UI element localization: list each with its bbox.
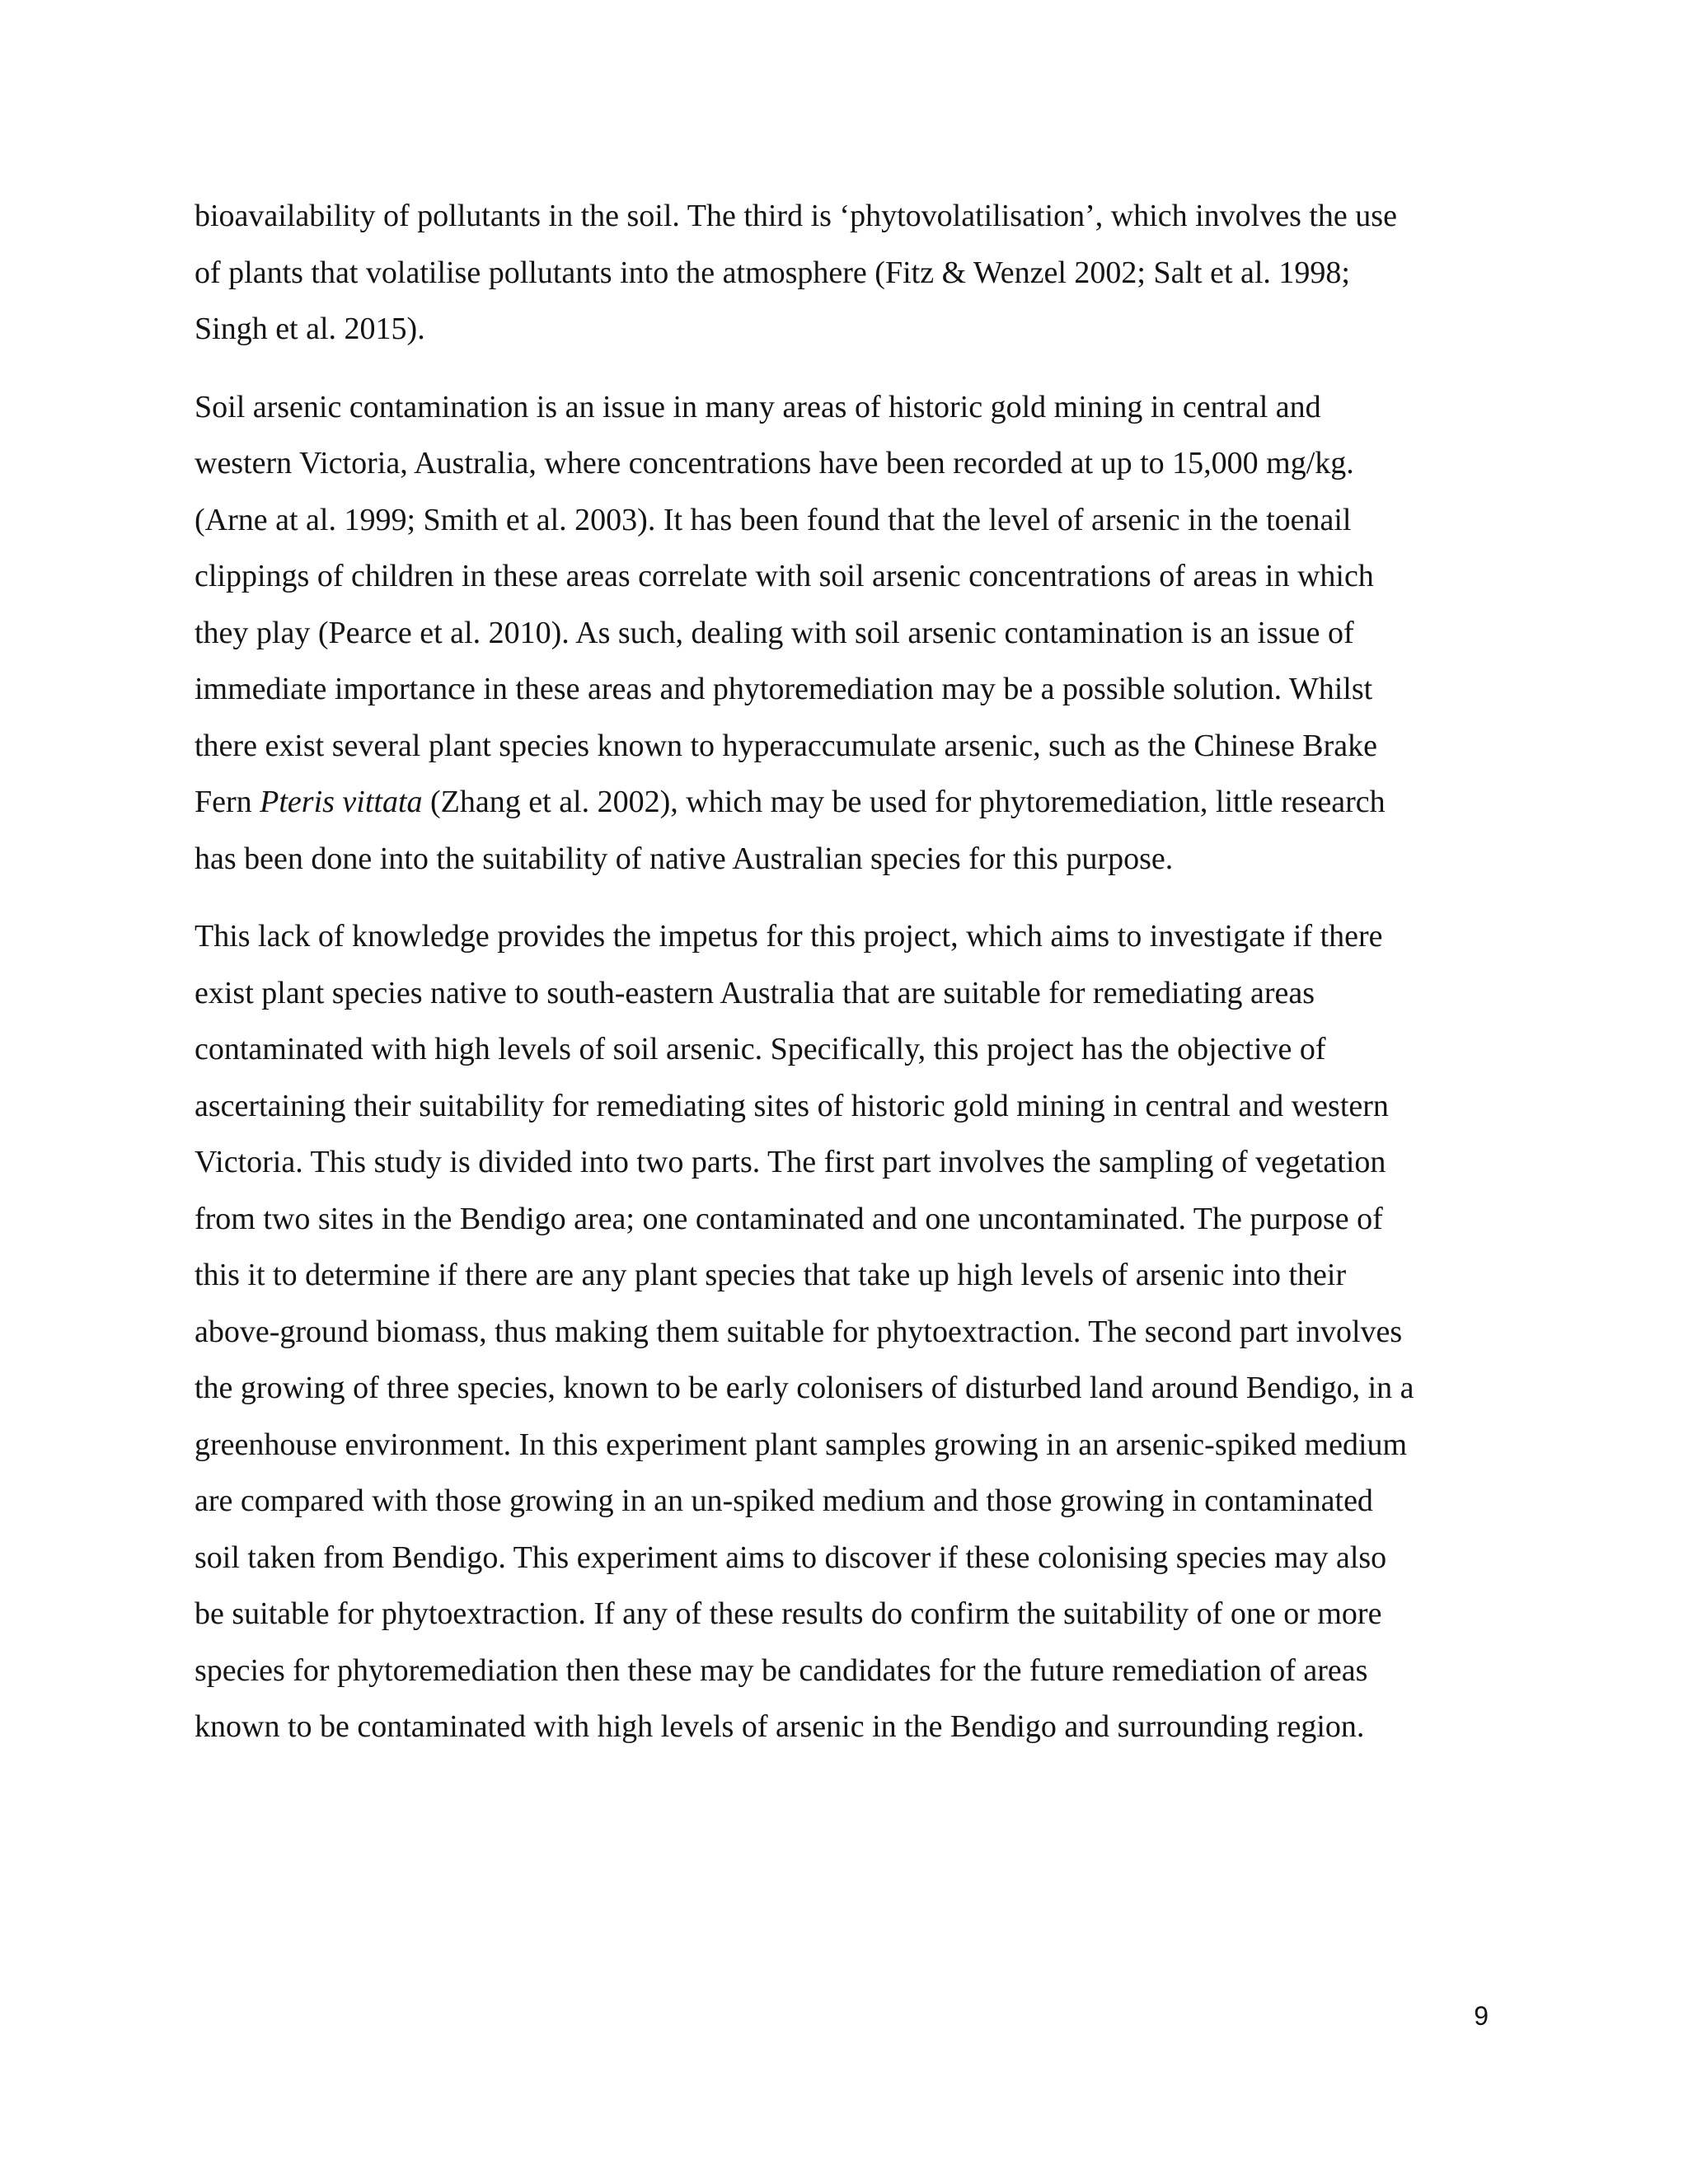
paragraph-3: [195, 908, 1493, 1755]
text-line: the growing of three species, known to be early colonisers of disturbed land around Bendigo, in a: [195, 1371, 1414, 1405]
paragraph-1: [195, 188, 1493, 358]
paragraph-2: [195, 379, 1493, 888]
text-line: western Victoria, Australia, where concentrations have been recorded at up to 15,000 mg/kg.: [195, 446, 1354, 480]
text-line: bioavailability of pollutants in the soil. The third is ‘phytovolatilisation’, which involves the use: [195, 199, 1397, 233]
text-line: are compared with those growing in an un-spiked medium and those growing in contaminated: [195, 1483, 1373, 1518]
text-line: contaminated with high levels of soil arsenic. Specifically, this project has the objective of: [195, 1032, 1326, 1066]
text-line: soil taken from Bendigo. This experiment aims to discover if these colonising species may also: [195, 1540, 1387, 1575]
species-name: Pteris vittata: [260, 785, 423, 819]
text-line: greenhouse environment. In this experiment plant samples growing in an arsenic-spiked medium: [195, 1427, 1408, 1462]
text-segment: Fern: [195, 785, 260, 819]
body-text: [195, 188, 1493, 1777]
text-line: This lack of knowledge provides the impetus for this project, which aims to investigate if there: [195, 919, 1383, 954]
text-line: be suitable for phytoextraction. If any of these results do confirm the suitability of one or more: [195, 1596, 1382, 1631]
text-line: above-ground biomass, thus making them suitable for phytoextraction. The second part involves: [195, 1314, 1403, 1349]
text-line: Singh et al. 2015).: [195, 312, 425, 346]
text-line: this it to determine if there are any plant species that take up high levels of arsenic into their: [195, 1258, 1347, 1292]
text-line: Soil arsenic contamination is an issue in many areas of historic gold mining in central and: [195, 389, 1321, 424]
text-line: ascertaining their suitability for remediating sites of historic gold mining in central and western: [195, 1088, 1389, 1123]
text-line: known to be contaminated with high levels of arsenic in the Bendigo and surrounding region.: [195, 1709, 1365, 1744]
text-line: species for phytoremediation then these may be candidates for the future remediation of areas: [195, 1652, 1368, 1688]
text-line: (Arne at al. 1999; Smith et al. 2003). It has been found that the level of arsenic in the toenail: [195, 502, 1352, 537]
text-line: there exist several plant species known to hyperaccumulate arsenic, such as the Chinese Brake: [195, 728, 1378, 763]
text-line: Victoria. This study is divided into two parts. The first part involves the sampling of vegetation: [195, 1145, 1386, 1179]
text-line: of plants that volatilise pollutants into the atmosphere (Fitz & Wenzel 2002; Salt et al. 1998;: [195, 255, 1350, 290]
text-line: from two sites in the Bendigo area; one contaminated and one uncontaminated. The purpose of: [195, 1201, 1383, 1236]
text-line: exist plant species native to south-eastern Australia that are suitable for remediating areas: [195, 975, 1315, 1010]
text-line: has been done into the suitability of native Australian species for this purpose.: [195, 841, 1174, 876]
text-line: they play (Pearce et al. 2010). As such, dealing with soil arsenic contamination is an issue of: [195, 615, 1354, 650]
text-line-with-species-name: [195, 774, 1493, 831]
text-segment: (Zhang et al. 2002), which may be used for phytoremediation, little research: [422, 785, 1386, 819]
page-number: 9: [1474, 2001, 1489, 2031]
text-line: immediate importance in these areas and phytoremediation may be a possible solution. Whilst: [195, 672, 1373, 706]
text-line: clippings of children in these areas correlate with soil arsenic concentrations of areas in which: [195, 559, 1374, 593]
